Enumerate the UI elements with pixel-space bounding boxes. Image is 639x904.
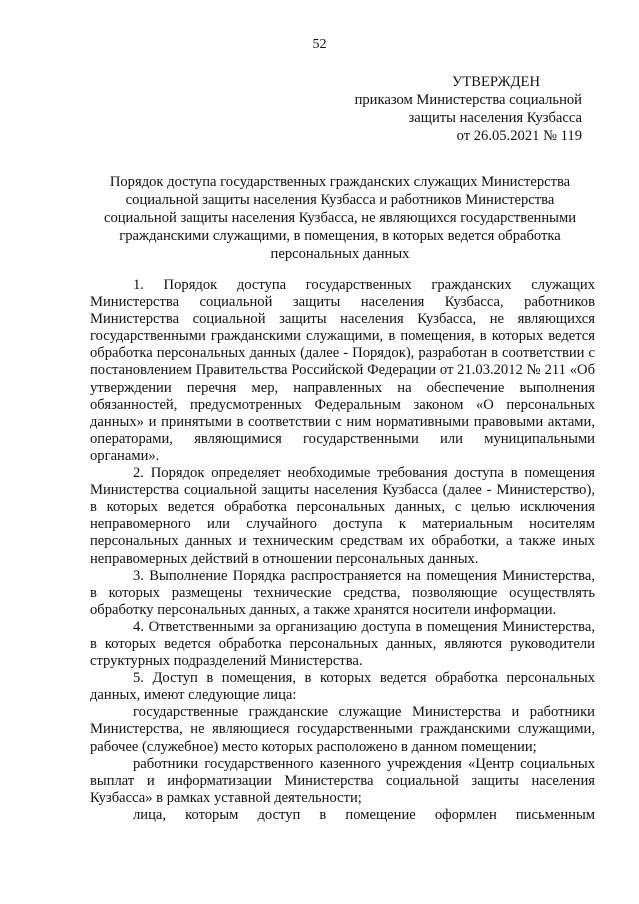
paragraph-3: 3. Выполнение Порядка распространяется на помещения Министерства, в которых размещены технические средства, позволяющие осуществлять обработку персональных данных, а также хранятся носители информации. — [90, 567, 595, 618]
approval-heading: УТВЕРЖДЕН — [452, 74, 540, 90]
approval-line-3: от 26.05.2021 № 119 — [456, 128, 582, 144]
approval-line-1: приказом Министерства социальной — [354, 92, 582, 108]
paragraph-5-item-1: государственные гражданские служащие Министерства и работники Министерства, не являющиеся государственными гражданскими служащими, рабочее (служебное) место которых расположено в данном помещении; — [90, 704, 595, 755]
paragraph-4: 4. Ответственными за организацию доступа в помещения Министерства, в которых ведется обработка персональных данных, являются руководители структурных подразделений Министерства. — [90, 618, 595, 670]
paragraph-1: 1. Порядок доступа государственных гражданских служащих Министерства социальной защиты населения Кузбасса, работников Министерства социальной защиты населения Кузбасса, не являющихся государственными гражданскими служащими, в помещения, в которых ведется обработка персональных данных (далее - Порядок), разработан в соответствии с постановлением Правительства Российской Федерации от 21.03.2012 № 211 «Об утверждении перечня мер, направленных на обеспечение выполнения обязанностей, предусмотренных Федеральным законом «О персональных данных» и принятыми в соответствии с ним нормативными правовыми актами, операторами, являющимися государственными или муниципальными органами». — [90, 277, 595, 464]
approval-line-2: защиты населения Кузбасса — [408, 110, 582, 126]
page-number: 52 — [312, 37, 327, 52]
paragraph-2: 2. Порядок определяет необходимые требования доступа в помещения Министерства социальной защиты населения Кузбасса (далее - Министерство), в которых ведется обработка персональных данных, с целью исключения неправомерного или случайного доступа к материальным носителям персональных данных и техническим средствам их обработки, а также иных неправомерных действий в отношении персональных данных. — [90, 465, 595, 567]
document-title: Порядок доступа государственных гражданских служащих Министерства социальной защиты населения Кузбасса и работников Министерства социальной защиты населения Кузбасса, не являющихся государственными гражданскими служащими, в помещения, в которых ведется обработка персональных данных — [103, 174, 577, 262]
paragraph-5: 5. Доступ в помещения, в которых ведется обработка персональных данных, имеют следующие лица: — [90, 670, 595, 704]
paragraph-5-item-2: работники государственного казенного учреждения «Центр социальных выплат и информатизации Министерства социальной защиты населения Кузбасса» в рамках уставной деятельности; — [90, 755, 595, 806]
approval-stamp — [320, 73, 582, 145]
document-body — [90, 277, 595, 824]
paragraph-5-item-3: лица, которым доступ в помещение оформлен письменным — [133, 806, 595, 823]
